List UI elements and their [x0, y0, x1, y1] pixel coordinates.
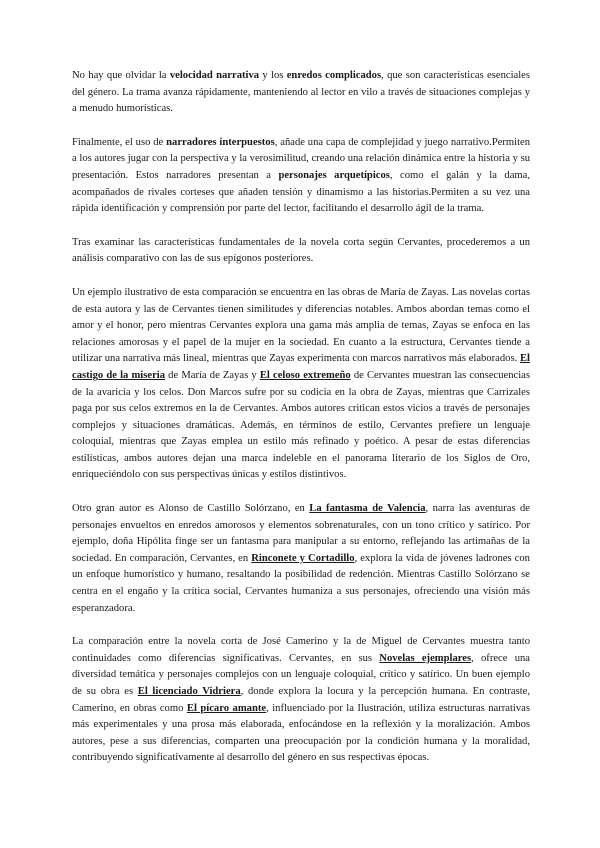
paragraph-castillo-solorzano: [72, 501, 530, 617]
document-body: [72, 68, 530, 784]
paragraph-narrators: [72, 135, 530, 218]
bold-term: narradores interpuestos: [166, 136, 275, 148]
text-segment: de Cervantes muestran las consecuencias de la avaricia y los celos. Don Marcos sufre por su codicia en la obra de Zayas, mientras que Carrizales paga por sus celos extremos en la de Cervantes. Ambos autores critican estos vicios a través de personajes complejos y situaciones dramáticas. Además, en términos de estilo, Cervantes prefiere un lenguaje coloquial, mientras que Zayas emplea un estilo más refinado y poético. A pesar de estas diferencias estilísticas, ambos autores dejan una marca indeleble en el panorama literario de los Siglos de Oro, enriqueciéndolo con sus perspectivas únicas y estilos distintivos.: [72, 369, 530, 481]
text-segment: de María de Zayas y: [165, 369, 260, 381]
text-segment: No hay que olvidar la: [72, 70, 170, 81]
bold-term: personajes arquetípicos: [278, 169, 390, 181]
text-segment: Tras examinar las características fundamentales de la novela corta según Cervantes, procederemos a un análisis comparativo con las de sus epígonos posteriores.: [72, 236, 530, 265]
work-title: Novelas ejemplares: [379, 652, 472, 664]
text-segment: , ofrece una diversidad temática y personajes complejos con un lenguaje coloquial, crítico y satírico. Un buen ejemplo de su obra es: [72, 652, 530, 697]
text-segment: , influenciado por la Ilustración, utiliza estructuras narrativas más experimentales y una prosa más elaborada, enfocándose en la reflexión y la moralización. Ambos autores, pese a sus diferencias, comparten una preocupación por la condición humana y la moralidad, contribuyendo significativamente al desarrollo del género en sus respectivas épocas.: [72, 702, 530, 764]
bold-term: enredos complicados: [286, 70, 382, 81]
text-segment: Otro gran autor es Alonso de Castillo Solórzano, en: [72, 503, 310, 515]
text-segment: Un ejemplo ilustrativo de esta comparación se encuentra en las obras de María de Zayas. Las novelas cortas de esta autora y las de Cervantes tienen similitudes y diferencias notables. Ambos abordan temas como el amor y el honor, pero mientras Cervantes explora una gama más amplia de temas, Zayas se enfoca en las relaciones amorosas y el papel de la mujer en la sociedad. En cuanto a la estructura, Cervantes tiende a utilizar una narrativa más lineal, mientras que Zayas experimenta con marcos narrativos más elaborados.: [72, 286, 530, 365]
paragraph-zayas: [72, 285, 530, 484]
work-title: El pícaro amante: [186, 702, 267, 714]
work-title: El castigo de la miseria: [72, 353, 530, 381]
text-segment: Finalmente, el uso de: [72, 136, 167, 148]
text-segment: , narra las aventuras de personajes envueltos en enredos amorosos y elementos sobrenaturales, con un tono crítico y satírico. Por ejemplo, doña Hipólita finge ser un fantasma para manipular a su entorno, reflejando las artimañas de la sociedad. En comparación, Cervantes, en: [72, 503, 530, 564]
work-title: El licenciado Vidriera: [137, 686, 241, 697]
paragraph-transition: [72, 235, 530, 268]
text-segment: La comparación entre la novela corta de José Camerino y la de Miguel de Cervantes muestra tanto continuidades como diferencias significativas. Cervantes, en sus: [72, 636, 530, 664]
text-segment: , que son características esenciales del género. La trama avanza rápidamente, manteniendo al lector en vilo a través de situaciones complejas y a menudo humorísticas.: [72, 70, 530, 115]
text-segment: , como el galán y la dama, acompañados de rivales corteses que añaden tensión y dinamismo a las historias.Permiten a su vez una rápida identificación y comprensión por parte del lector, facilitando el desarrollo ágil de la trama.: [72, 169, 530, 215]
work-title: El celoso extremeño: [259, 369, 351, 381]
text-segment: y los: [259, 70, 287, 81]
text-segment: , donde explora la locura y la percepción humana. En contraste, Camerino, en obras como: [72, 686, 530, 714]
text-segment: , explora la vida de jóvenes ladrones con un enfoque humorístico y humano, resaltando la posibilidad de redención. Mientras Castillo Solórzano se centra en el engaño y la crítica social, Cervantes humaniza a sus personajes, ofreciendo una visión más esperanzadora.: [72, 552, 530, 614]
work-title: Rinconete y Cortadillo: [251, 552, 355, 564]
work-title: La fantasma de Valencia: [309, 503, 426, 515]
paragraph-narrative-speed: [72, 68, 530, 118]
paragraph-camerino: [72, 634, 530, 767]
text-segment: , añade una capa de complejidad y juego narrativo.Permiten a los autores jugar con la perspectiva y la verosimilitud, creando una relación dinámica entre la historia y su presentación. Estos narradores presentan a: [72, 136, 531, 181]
bold-term: velocidad narrativa: [169, 70, 260, 81]
